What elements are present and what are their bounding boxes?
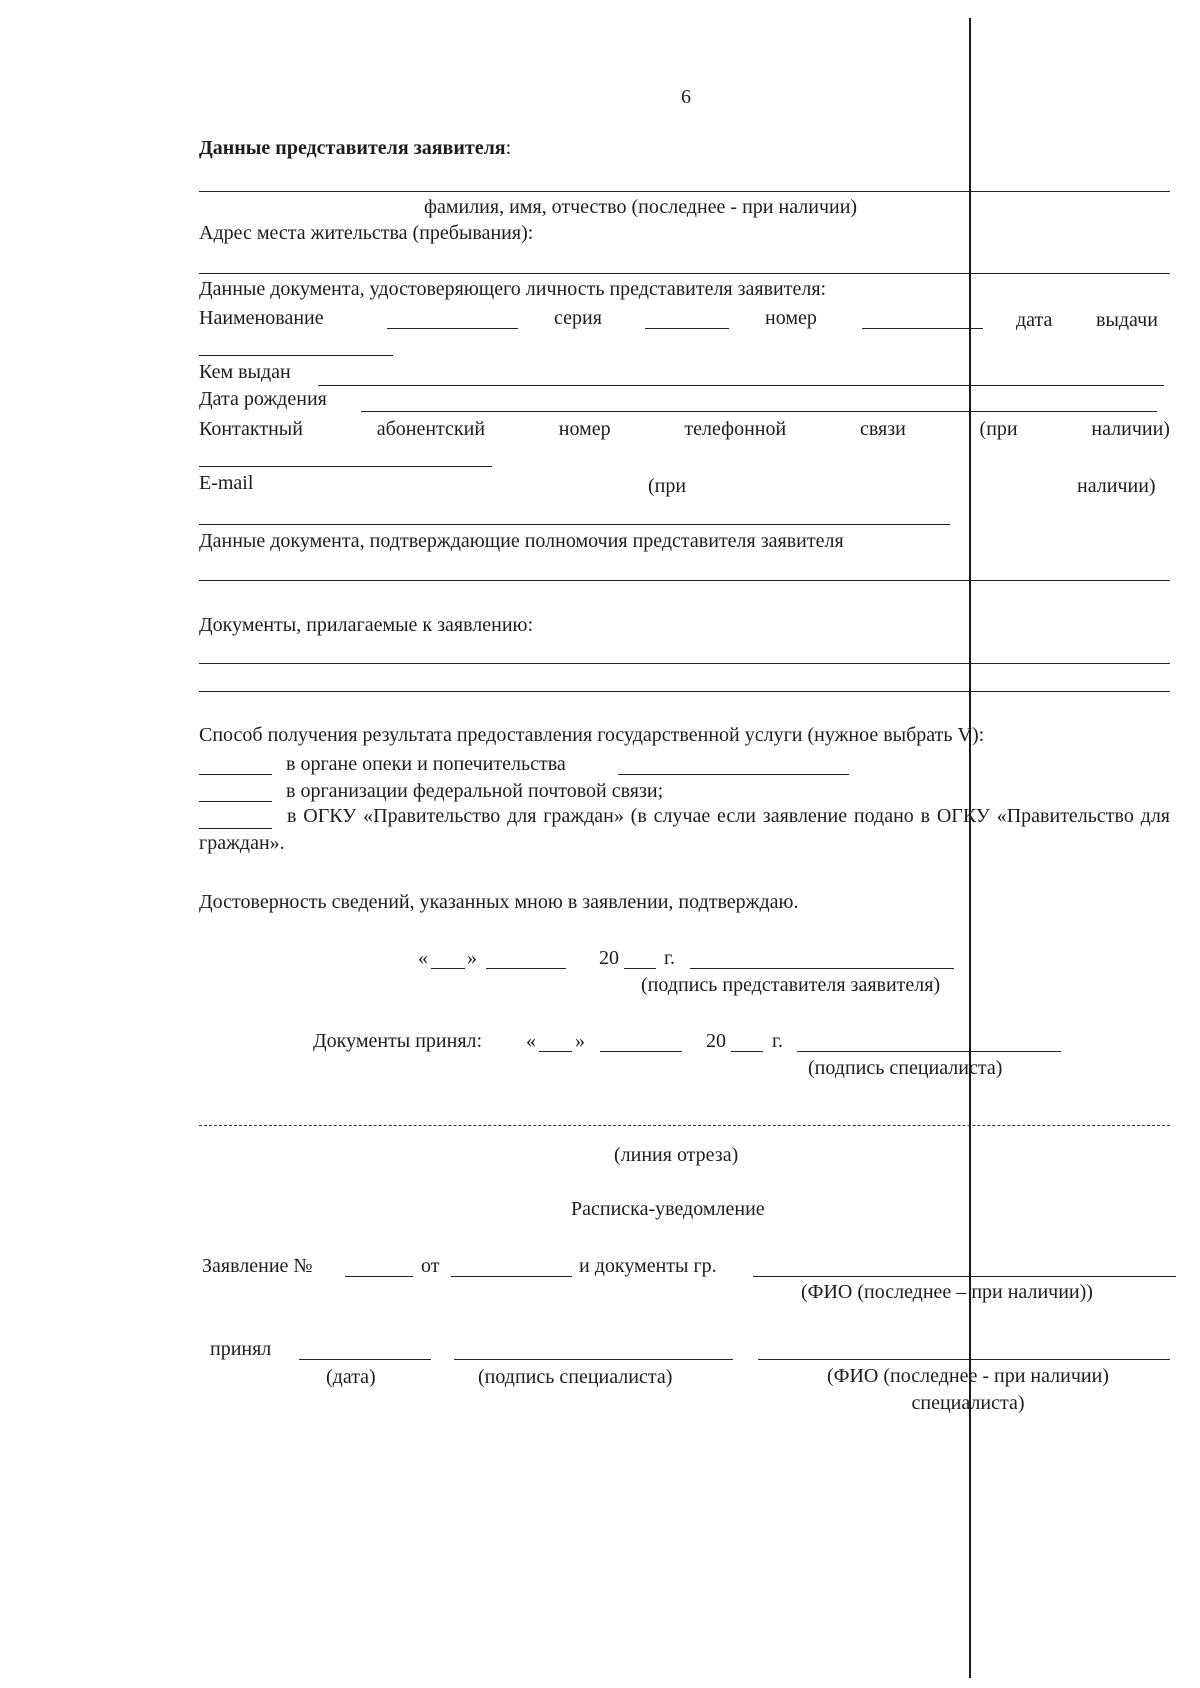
rep-day-field[interactable] — [431, 968, 465, 969]
delivery-option-1-checkbox[interactable] — [199, 774, 272, 775]
phone-word-3: номер — [558, 418, 611, 440]
accepted-year-field[interactable] — [731, 1051, 763, 1052]
accepted-day-field[interactable] — [539, 1051, 572, 1052]
doc-number-field[interactable] — [862, 328, 983, 329]
cut-line — [199, 1125, 1170, 1126]
doc-name-field[interactable] — [387, 328, 518, 329]
delivery-option-1-line — [618, 774, 849, 775]
receipt-date-field[interactable] — [299, 1359, 431, 1360]
email-field[interactable] — [199, 524, 950, 525]
doc-issue-date-field[interactable] — [199, 355, 393, 356]
authority-doc-field[interactable] — [199, 580, 1170, 581]
attached-docs-field-2[interactable] — [199, 691, 1170, 692]
statement-date-field[interactable] — [451, 1276, 572, 1277]
rep-signature-caption: (подпись представителя заявителя) — [641, 974, 941, 996]
accepted-month-field[interactable] — [600, 1051, 682, 1052]
receipt-specialist-fio-field[interactable] — [758, 1359, 1170, 1360]
rep-year-prefix: 20 — [599, 947, 619, 969]
doc-date-label: дата — [1016, 309, 1053, 331]
citizen-fio-field[interactable] — [753, 1276, 1176, 1277]
rep-quote-open: « — [418, 947, 428, 969]
delivery-option-3-label: в ОГКУ «Правительство для граждан» (в случае если заявление подано в ОГКУ «Правительство для граждан». — [199, 805, 1170, 854]
doc-series-field[interactable] — [645, 328, 729, 329]
page-number: 6 — [681, 86, 691, 108]
phone-row — [199, 418, 1170, 440]
delivery-option-2-checkbox[interactable] — [199, 801, 272, 802]
accepted-quote-open: « — [526, 1030, 536, 1052]
birth-date-field[interactable] — [361, 411, 1157, 412]
receipt-date-caption: (дата) — [326, 1366, 376, 1388]
delivery-title: Способ получения результата предоставления государственной услуги (нужное выбрать V): — [199, 724, 985, 746]
phone-word-7: наличии) — [1091, 418, 1170, 440]
address-field-line[interactable] — [199, 273, 1170, 274]
phone-word-2: абонентский — [376, 418, 486, 440]
attached-docs-label: Документы, прилагаемые к заявлению: — [199, 614, 534, 636]
accepted-quote-close: » — [575, 1030, 585, 1052]
rep-signature-field[interactable] — [690, 968, 954, 969]
phone-word-1: Контактный — [199, 418, 303, 440]
receipt-signature-caption: (подпись специалиста) — [478, 1366, 673, 1388]
accepted-year-prefix: 20 — [706, 1030, 726, 1052]
phone-word-6: (при — [979, 418, 1018, 440]
confirmation-text: Достоверность сведений, указанных мною в заявлении, подтверждаю. — [199, 891, 799, 913]
attached-docs-field-1[interactable] — [199, 663, 1170, 664]
section-title-colon: : — [505, 137, 512, 159]
accepted-by-label: принял — [210, 1338, 272, 1360]
section-title-text: Данные представителя заявителя — [199, 137, 506, 159]
phone-word-4: телефонной — [684, 418, 787, 440]
phone-field[interactable] — [199, 466, 492, 467]
email-when-label: (при — [648, 475, 687, 497]
accepted-signature-field[interactable] — [797, 1051, 1061, 1052]
statement-from-label: от — [421, 1255, 440, 1277]
docs-citizen-label: и документы гр. — [579, 1255, 717, 1277]
email-available-label: наличии) — [1077, 475, 1156, 497]
email-label: E-mail — [199, 472, 254, 494]
fio-field-line[interactable] — [199, 191, 1170, 192]
receipt-title: Расписка-уведомление — [571, 1198, 765, 1220]
issued-by-label: Кем выдан — [199, 361, 291, 383]
citizen-fio-caption: (ФИО (последнее – при наличии)) — [801, 1281, 1093, 1303]
rep-month-field[interactable] — [486, 968, 566, 969]
cut-line-caption: (линия отреза) — [614, 1144, 739, 1166]
statement-number-label: Заявление № — [202, 1255, 313, 1277]
receipt-specialist-fio-caption: (ФИО (последнее - при наличии) специалиста) — [827, 1365, 1109, 1414]
delivery-option-1-label: в органе опеки и попечительства — [286, 753, 566, 775]
doc-issue-label: выдачи — [1096, 309, 1158, 331]
birth-date-label: Дата рождения — [199, 388, 327, 410]
phone-word-5: связи — [859, 418, 906, 440]
statement-number-field[interactable] — [345, 1276, 413, 1277]
delivery-option-2-label: в организации федеральной почтовой связи; — [286, 780, 664, 802]
accepted-label: Документы принял: — [313, 1030, 483, 1052]
doc-series-label: серия — [554, 307, 602, 329]
section-title — [199, 137, 511, 159]
rep-quote-close: » — [467, 947, 477, 969]
accepted-year-suffix: г. — [772, 1030, 783, 1052]
doc-name-label: Наименование — [199, 307, 324, 329]
issued-by-field[interactable] — [318, 385, 1164, 386]
accepted-signature-caption: (подпись специалиста) — [808, 1057, 1003, 1079]
rep-year-field[interactable] — [624, 968, 656, 969]
fio-caption: фамилия, имя, отчество (последнее - при наличии) — [424, 196, 858, 218]
receipt-signature-field[interactable] — [454, 1359, 733, 1360]
authority-doc-label: Данные документа, подтверждающие полномочия представителя заявителя — [199, 530, 844, 552]
rep-year-suffix: г. — [664, 947, 675, 969]
doc-number-label: номер — [765, 307, 817, 329]
id-doc-label: Данные документа, удостоверяющего личность представителя заявителя: — [199, 278, 827, 300]
address-label: Адрес места жительства (пребывания): — [199, 222, 534, 244]
